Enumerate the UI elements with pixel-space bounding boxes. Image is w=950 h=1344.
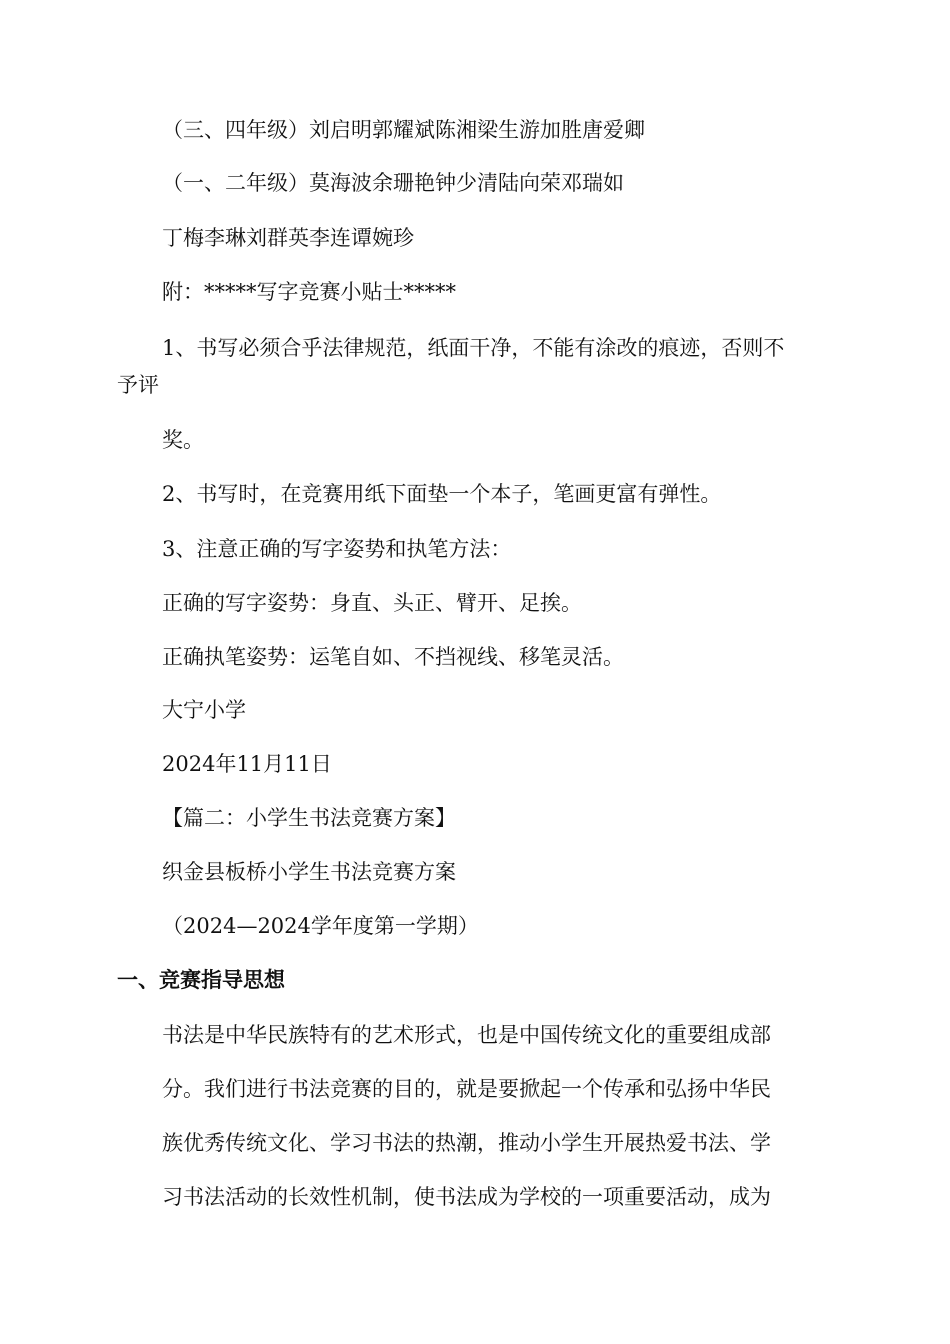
document-date: 2024年11月11日 [162, 752, 332, 776]
body-paragraph-line-4: 习书法活动的长效性机制，使书法成为学校的一项重要活动，成为 [162, 1185, 771, 1209]
section-title-part-two: 【篇二：小学生书法竞赛方案】 [162, 806, 456, 830]
heading-guiding-thought: 一、竞赛指导思想 [117, 968, 285, 992]
plan-term: （2024—2024学年度第一学期） [162, 914, 479, 938]
paragraph-grade-3-4-names: （三、四年级）刘启明郭耀斌陈湘梁生游加胜唐爱卿 [162, 118, 645, 142]
paragraph-tip-1-wrap: 予评 [117, 373, 159, 397]
paragraph-writing-posture: 正确的写字姿势：身直、头正、臂开、足挨。 [162, 591, 582, 615]
plan-title: 织金县板桥小学生书法竞赛方案 [162, 860, 456, 884]
paragraph-tip-2: 2、书写时，在竞赛用纸下面垫一个本子，笔画更富有弹性。 [162, 482, 722, 506]
paragraph-more-names: 丁梅李琳刘群英李连谭婉珍 [162, 226, 414, 250]
paragraph-tip-3: 3、注意正确的写字姿势和执笔方法： [162, 537, 512, 561]
school-name: 大宁小学 [162, 698, 246, 722]
paragraph-tip-1-end: 奖。 [162, 428, 204, 452]
body-paragraph-line-3: 族优秀传统文化、学习书法的热潮，推动小学生开展热爱书法、学 [162, 1131, 771, 1155]
paragraph-pen-posture: 正确执笔姿势：运笔自如、不挡视线、移笔灵活。 [162, 645, 624, 669]
paragraph-tips-title: 附：*****写字竞赛小贴士***** [162, 280, 456, 304]
body-paragraph-line-2: 分。我们进行书法竞赛的目的，就是要掀起一个传承和弘扬中华民 [162, 1077, 771, 1101]
body-paragraph-line-1: 书法是中华民族特有的艺术形式，也是中国传统文化的重要组成部 [162, 1023, 771, 1047]
paragraph-tip-1: 1、书写必须合乎法律规范，纸面干净，不能有涂改的痕迹，否则不 [162, 336, 785, 360]
paragraph-grade-1-2-names: （一、二年级）莫海波余珊艳钟少清陆向荣邓瑞如 [162, 171, 624, 195]
